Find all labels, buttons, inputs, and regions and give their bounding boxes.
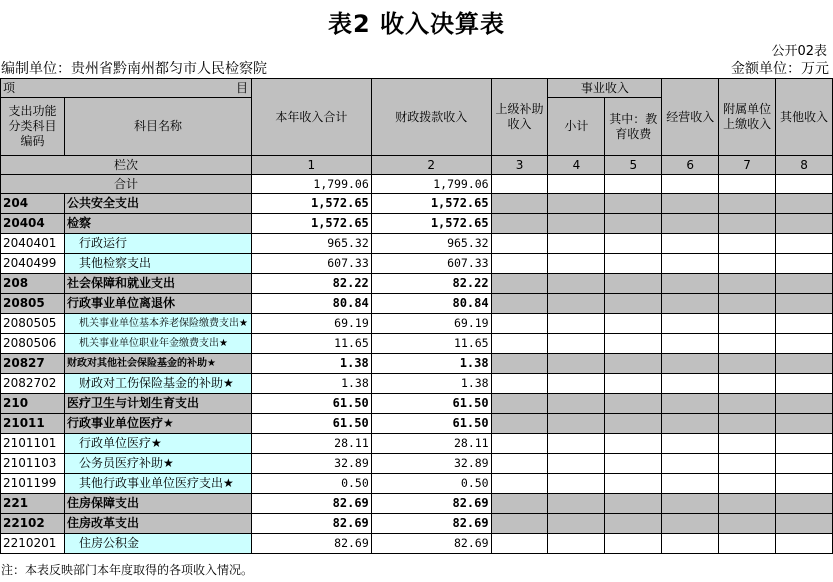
table-row — [1, 394, 833, 414]
row-empty-cell — [548, 334, 605, 354]
page-title: 表2 收入决算表 — [327, 10, 506, 38]
row-name: 机关事业单位职业年金缴费支出★ — [64, 334, 251, 354]
row-empty-cell — [491, 234, 548, 254]
row-empty-cell — [605, 294, 662, 314]
row-empty-cell — [662, 494, 719, 514]
row-name: 财政对其他社会保险基金的补助★ — [64, 354, 251, 374]
row-empty-cell — [605, 514, 662, 534]
row-empty-cell — [605, 274, 662, 294]
row-name: 其他检察支出 — [64, 254, 251, 274]
row-empty-cell — [662, 194, 719, 214]
row-empty-cell — [548, 394, 605, 414]
row-code: 204 — [1, 194, 65, 214]
row-empty-cell — [548, 514, 605, 534]
row-empty-cell — [548, 534, 605, 554]
row-empty-cell — [719, 514, 776, 534]
row-empty-cell — [662, 414, 719, 434]
row-total: 61.50 — [251, 394, 371, 414]
row-name: 住房公积金 — [64, 534, 251, 554]
row-name: 行政事业单位离退休 — [64, 294, 251, 314]
row-name: 医疗卫生与计划生育支出 — [64, 394, 251, 414]
col-num-4: 4 — [548, 156, 605, 175]
row-total: 82.69 — [251, 494, 371, 514]
row-fiscal: 82.22 — [371, 274, 491, 294]
header-xiang: 项 — [3, 80, 16, 95]
row-total: 82.22 — [251, 274, 371, 294]
header-business: 经营收入 — [662, 79, 719, 156]
row-empty-cell — [776, 474, 833, 494]
row-empty-cell — [776, 434, 833, 454]
row-code: 2210201 — [1, 534, 65, 554]
row-fiscal: 1,572.65 — [371, 194, 491, 214]
row-empty-cell — [491, 194, 548, 214]
row-empty-cell — [776, 494, 833, 514]
table-row — [1, 494, 833, 514]
row-code: 2080505 — [1, 314, 65, 334]
row-code: 2101101 — [1, 434, 65, 454]
row-total: 28.11 — [251, 434, 371, 454]
row-empty-cell — [548, 294, 605, 314]
row-empty-cell — [605, 394, 662, 414]
row-total: 1.38 — [251, 354, 371, 374]
total-label: 合计 — [1, 175, 252, 194]
row-empty-cell — [719, 394, 776, 414]
row-empty-cell — [605, 234, 662, 254]
row-empty-cell — [719, 254, 776, 274]
row-name: 公务员医疗补助★ — [64, 454, 251, 474]
row-name: 检察 — [64, 214, 251, 234]
row-fiscal: 1.38 — [371, 374, 491, 394]
row-total: 82.69 — [251, 514, 371, 534]
table-row — [1, 414, 833, 434]
row-empty-cell — [491, 214, 548, 234]
row-total: 11.65 — [251, 334, 371, 354]
row-total: 61.50 — [251, 414, 371, 434]
table-row — [1, 214, 833, 234]
col-num-5: 5 — [605, 156, 662, 175]
header-code: 支出功能分类科目编码 — [1, 98, 65, 156]
col-num-1: 1 — [251, 156, 371, 175]
header-other: 其他收入 — [776, 79, 833, 156]
row-empty-cell — [605, 334, 662, 354]
row-name: 住房保障支出 — [64, 494, 251, 514]
row-empty-cell — [491, 514, 548, 534]
row-empty-cell — [776, 374, 833, 394]
row-empty-cell — [719, 234, 776, 254]
row-empty-cell — [491, 274, 548, 294]
row-fiscal: 61.50 — [371, 414, 491, 434]
row-empty-cell — [719, 414, 776, 434]
row-empty-cell — [491, 534, 548, 554]
table-row — [1, 434, 833, 454]
table-row — [1, 314, 833, 334]
total-fiscal: 1,799.06 — [371, 175, 491, 194]
row-fiscal: 0.50 — [371, 474, 491, 494]
header-lanci: 栏次 — [1, 156, 252, 175]
row-empty-cell — [719, 194, 776, 214]
row-empty-cell — [776, 214, 833, 234]
row-total: 607.33 — [251, 254, 371, 274]
table-row — [1, 514, 833, 534]
row-empty-cell — [605, 434, 662, 454]
row-total: 965.32 — [251, 234, 371, 254]
header-edu: 其中：教育收费 — [605, 98, 662, 156]
row-name: 机关事业单位基本养老保险缴费支出★ — [64, 314, 251, 334]
row-empty-cell — [548, 414, 605, 434]
row-empty-cell — [605, 194, 662, 214]
header-affiliated: 附属单位上缴收入 — [719, 79, 776, 156]
row-code: 20827 — [1, 354, 65, 374]
form-code: 公开02表 — [771, 44, 827, 59]
row-empty-cell — [776, 334, 833, 354]
row-total: 69.19 — [251, 314, 371, 334]
row-name: 住房改革支出 — [64, 514, 251, 534]
row-empty-cell — [662, 354, 719, 374]
row-empty-cell — [662, 314, 719, 334]
row-empty-cell — [662, 434, 719, 454]
row-empty-cell — [548, 314, 605, 334]
row-code: 210 — [1, 394, 65, 414]
col-num-6: 6 — [662, 156, 719, 175]
row-empty-cell — [491, 334, 548, 354]
row-empty-cell — [719, 454, 776, 474]
row-code: 208 — [1, 274, 65, 294]
header-name: 科目名称 — [64, 98, 251, 156]
row-empty-cell — [605, 454, 662, 474]
row-empty-cell — [662, 534, 719, 554]
row-empty-cell — [662, 454, 719, 474]
row-total: 1.38 — [251, 374, 371, 394]
row-empty-cell — [662, 254, 719, 274]
row-fiscal: 32.89 — [371, 454, 491, 474]
row-empty-cell — [491, 394, 548, 414]
row-empty-cell — [605, 314, 662, 334]
row-code: 2101199 — [1, 474, 65, 494]
col-num-7: 7 — [719, 156, 776, 175]
header-total: 本年收入合计 — [251, 79, 371, 156]
row-total: 0.50 — [251, 474, 371, 494]
row-empty-cell — [719, 374, 776, 394]
row-empty-cell — [776, 354, 833, 374]
row-code: 2040401 — [1, 234, 65, 254]
row-empty-cell — [776, 294, 833, 314]
row-empty-cell — [776, 274, 833, 294]
money-unit: 金额单位：万元 — [731, 61, 829, 77]
row-name: 行政事业单位医疗★ — [64, 414, 251, 434]
header-subtotal: 小计 — [548, 98, 605, 156]
table-row — [1, 294, 833, 314]
col-num-8: 8 — [776, 156, 833, 175]
row-empty-cell — [491, 314, 548, 334]
row-empty-cell — [719, 314, 776, 334]
row-empty-cell — [776, 534, 833, 554]
row-name: 财政对工伤保险基金的补助★ — [64, 374, 251, 394]
row-empty-cell — [548, 234, 605, 254]
row-empty-cell — [662, 394, 719, 414]
row-empty-cell — [662, 274, 719, 294]
row-empty-cell — [548, 494, 605, 514]
col-num-2: 2 — [371, 156, 491, 175]
table-row — [1, 454, 833, 474]
total-sum: 1,799.06 — [251, 175, 371, 194]
row-empty-cell — [719, 354, 776, 374]
row-empty-cell — [605, 354, 662, 374]
header-fiscal: 财政拨款收入 — [371, 79, 491, 156]
row-total: 82.69 — [251, 534, 371, 554]
row-empty-cell — [491, 434, 548, 454]
row-empty-cell — [776, 394, 833, 414]
row-empty-cell — [491, 474, 548, 494]
row-empty-cell — [548, 214, 605, 234]
row-fiscal: 965.32 — [371, 234, 491, 254]
row-empty-cell — [662, 214, 719, 234]
row-empty-cell — [662, 514, 719, 534]
row-code: 20404 — [1, 214, 65, 234]
row-total: 1,572.65 — [251, 214, 371, 234]
row-empty-cell — [719, 274, 776, 294]
row-name: 公共安全支出 — [64, 194, 251, 214]
table-row — [1, 274, 833, 294]
row-empty-cell — [605, 214, 662, 234]
table-row — [1, 474, 833, 494]
header-xiang-mu — [1, 79, 252, 98]
table-row — [1, 374, 833, 394]
row-empty-cell — [776, 254, 833, 274]
row-empty-cell — [719, 494, 776, 514]
row-code: 2082702 — [1, 374, 65, 394]
row-empty-cell — [548, 274, 605, 294]
row-empty-cell — [719, 334, 776, 354]
row-empty-cell — [548, 374, 605, 394]
row-empty-cell — [776, 234, 833, 254]
row-empty-cell — [662, 334, 719, 354]
row-fiscal: 11.65 — [371, 334, 491, 354]
row-code: 21011 — [1, 414, 65, 434]
row-empty-cell — [776, 514, 833, 534]
row-empty-cell — [605, 474, 662, 494]
row-code: 2080506 — [1, 334, 65, 354]
row-empty-cell — [719, 294, 776, 314]
row-empty-cell — [662, 474, 719, 494]
total-row — [1, 175, 833, 194]
row-fiscal: 61.50 — [371, 394, 491, 414]
footnote: 注：本表反映部门本年度取得的各项收入情况。 — [1, 563, 254, 577]
compiling-unit: 编制单位：贵州省黔南州都匀市人民检察院 — [1, 61, 267, 77]
table-row — [1, 334, 833, 354]
row-name: 行政单位医疗★ — [64, 434, 251, 454]
row-code: 2040499 — [1, 254, 65, 274]
row-empty-cell — [776, 194, 833, 214]
table-row — [1, 354, 833, 374]
row-fiscal: 1.38 — [371, 354, 491, 374]
row-fiscal: 82.69 — [371, 494, 491, 514]
row-code: 2101103 — [1, 454, 65, 474]
row-name: 行政运行 — [64, 234, 251, 254]
table-row — [1, 194, 833, 214]
table-row — [1, 234, 833, 254]
row-name: 社会保障和就业支出 — [64, 274, 251, 294]
row-code: 22102 — [1, 514, 65, 534]
row-fiscal: 80.84 — [371, 294, 491, 314]
row-empty-cell — [719, 474, 776, 494]
row-empty-cell — [605, 414, 662, 434]
row-total: 1,572.65 — [251, 194, 371, 214]
row-empty-cell — [605, 534, 662, 554]
row-fiscal: 28.11 — [371, 434, 491, 454]
row-empty-cell — [548, 434, 605, 454]
row-empty-cell — [491, 294, 548, 314]
header-career: 事业收入 — [548, 79, 662, 98]
header-mu: 目 — [235, 80, 248, 95]
row-fiscal: 607.33 — [371, 254, 491, 274]
row-empty-cell — [776, 314, 833, 334]
row-empty-cell — [548, 474, 605, 494]
row-total: 80.84 — [251, 294, 371, 314]
row-empty-cell — [662, 294, 719, 314]
row-empty-cell — [605, 374, 662, 394]
row-empty-cell — [548, 354, 605, 374]
row-empty-cell — [548, 254, 605, 274]
row-empty-cell — [662, 234, 719, 254]
row-total: 32.89 — [251, 454, 371, 474]
row-empty-cell — [548, 454, 605, 474]
row-empty-cell — [776, 454, 833, 474]
row-empty-cell — [605, 254, 662, 274]
row-empty-cell — [491, 254, 548, 274]
row-empty-cell — [491, 414, 548, 434]
row-empty-cell — [491, 454, 548, 474]
row-code: 20805 — [1, 294, 65, 314]
row-empty-cell — [719, 434, 776, 454]
row-name: 其他行政事业单位医疗支出★ — [64, 474, 251, 494]
col-num-3: 3 — [491, 156, 548, 175]
row-empty-cell — [605, 494, 662, 514]
row-empty-cell — [719, 534, 776, 554]
row-code: 221 — [1, 494, 65, 514]
row-empty-cell — [548, 194, 605, 214]
header-upper: 上级补助收入 — [491, 79, 548, 156]
row-empty-cell — [491, 494, 548, 514]
row-empty-cell — [491, 374, 548, 394]
table-row — [1, 254, 833, 274]
row-fiscal: 1,572.65 — [371, 214, 491, 234]
income-table — [0, 78, 833, 554]
row-empty-cell — [491, 354, 548, 374]
row-fiscal: 82.69 — [371, 514, 491, 534]
row-empty-cell — [662, 374, 719, 394]
row-empty-cell — [776, 414, 833, 434]
table-row — [1, 534, 833, 554]
row-fiscal: 69.19 — [371, 314, 491, 334]
row-empty-cell — [719, 214, 776, 234]
row-fiscal: 82.69 — [371, 534, 491, 554]
